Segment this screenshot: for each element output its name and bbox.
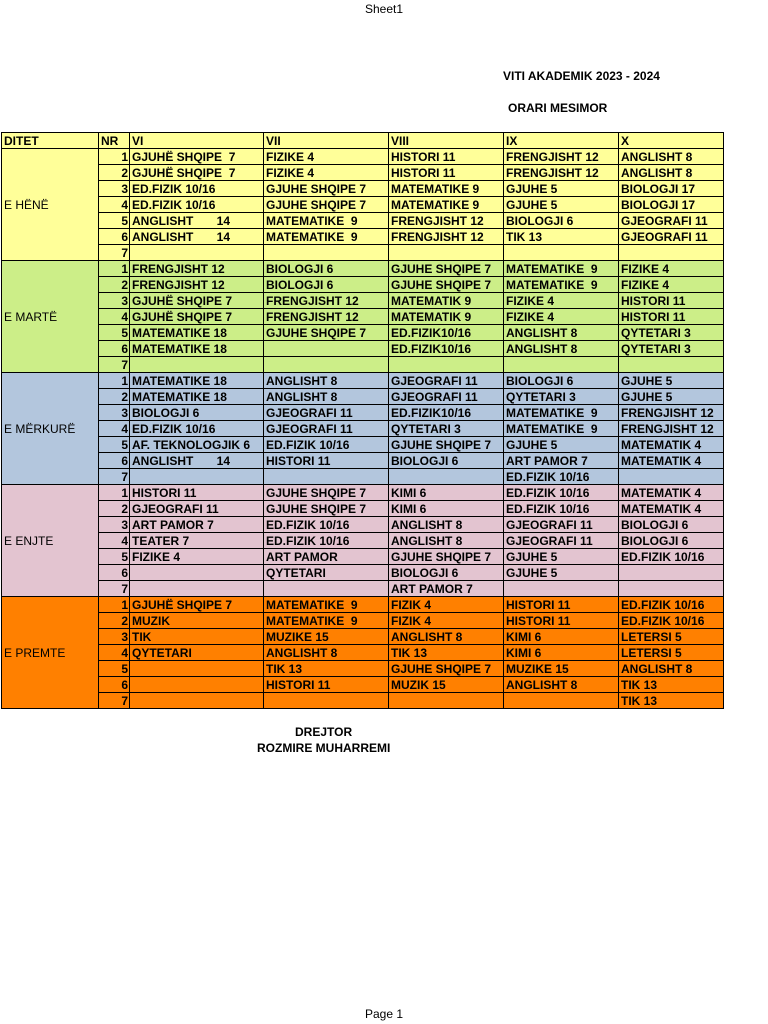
subject-cell: ED.FIZIK 10/16 [619,597,724,613]
subject-cell: MATEMATIKE 9 [504,261,619,277]
period-number: 5 [99,661,130,677]
period-number: 4 [99,309,130,325]
subject-cell: KIMI 6 [504,645,619,661]
subject-cell: TEATER 7 [130,533,264,549]
column-header: X [619,133,724,149]
period-number: 7 [99,245,130,261]
subject-cell: MATEMATIKE 9 [264,213,389,229]
subject-cell [130,677,264,693]
signature-name: ROZMIRE MUHARREMI [257,741,391,755]
period-number: 2 [99,613,130,629]
subject-cell [619,245,724,261]
subject-cell: TIK 13 [619,677,724,693]
subject-cell: MATEMATIK 4 [619,501,724,517]
period-number: 7 [99,469,130,485]
table-row [2,261,724,277]
subject-cell: MATEMATIKE 9 [389,181,504,197]
table-row [2,565,724,581]
subject-cell: HISTORI 11 [389,149,504,165]
subject-cell [264,357,389,373]
day-name: E ENJTE [2,485,99,597]
period-number: 7 [99,581,130,597]
subject-cell: GJUHE 5 [619,373,724,389]
table-row [2,501,724,517]
period-number: 4 [99,197,130,213]
subject-cell: MATEMATIK 4 [619,453,724,469]
table-row [2,533,724,549]
subject-cell: GJUHE SHQIPE 7 [264,485,389,501]
table-row [2,421,724,437]
subject-cell: GJUHË SHQIPE 7 [130,149,264,165]
period-number: 5 [99,437,130,453]
subject-cell: GJUHE SHQIPE 7 [389,277,504,293]
subject-cell: MATEMATIKE 9 [504,277,619,293]
table-row [2,213,724,229]
subject-cell: ED.FIZIK10/16 [389,341,504,357]
day-name: E MËRKURË [2,373,99,485]
subject-cell: GJUHË SHQIPE 7 [130,309,264,325]
subject-cell [264,341,389,357]
subject-cell: GJUHE 5 [619,389,724,405]
subject-cell: ANGLISHT 8 [619,165,724,181]
period-number: 5 [99,213,130,229]
period-number: 6 [99,453,130,469]
subject-cell: GJEOGRAFI 11 [264,405,389,421]
table-row [2,677,724,693]
subject-cell [130,469,264,485]
subject-cell: MATEMATIKE 9 [504,405,619,421]
subject-cell: QYTETARI [264,565,389,581]
subject-cell: BIOLOGJI 6 [264,261,389,277]
period-number: 2 [99,277,130,293]
subject-cell [504,357,619,373]
subject-cell: HISTORI 11 [504,597,619,613]
subject-cell [130,357,264,373]
table-row [2,453,724,469]
subject-cell: ED.FIZIK 10/16 [264,533,389,549]
subject-cell: ED.FIZIK 10/16 [130,197,264,213]
period-number: 4 [99,645,130,661]
period-number: 5 [99,325,130,341]
column-header: IX [504,133,619,149]
column-header: DITET [2,133,99,149]
table-row [2,549,724,565]
subject-cell: HISTORI 11 [619,293,724,309]
subject-cell: FRENGJISHT 12 [504,149,619,165]
schedule-subtitle: ORARI MESIMOR [508,101,608,115]
table-row [2,325,724,341]
subject-cell: MUZIKE 15 [264,629,389,645]
subject-cell: BIOLOGJI 6 [504,213,619,229]
subject-cell: ANGLISHT 8 [619,149,724,165]
subject-cell: GJUHE SHQIPE 7 [389,437,504,453]
subject-cell: ED.FIZIK 10/16 [504,485,619,501]
period-number: 1 [99,149,130,165]
subject-cell: QYTETARI [130,645,264,661]
subject-cell: GJEOGRAFI 11 [619,229,724,245]
subject-cell: MATEMATIK 4 [619,485,724,501]
subject-cell: GJUHE SHQIPE 7 [389,261,504,277]
period-number: 3 [99,181,130,197]
subject-cell: MATEMATIKE 9 [264,229,389,245]
table-row [2,373,724,389]
subject-cell: QYTETARI 3 [389,421,504,437]
subject-cell: BIOLOGJI 6 [619,517,724,533]
signature-role: DREJTOR [295,725,353,739]
subject-cell: ED.FIZIK 10/16 [130,421,264,437]
subject-cell: MATEMATIKE 18 [130,325,264,341]
subject-cell: KIMI 6 [389,485,504,501]
table-row [2,485,724,501]
table-row [2,309,724,325]
column-header: VII [264,133,389,149]
subject-cell: GJEOGRAFI 11 [504,533,619,549]
subject-cell: FIZIK 4 [389,613,504,629]
period-number: 1 [99,485,130,501]
subject-cell: HISTORI 11 [619,309,724,325]
period-number: 4 [99,533,130,549]
period-number: 3 [99,293,130,309]
table-row [2,229,724,245]
subject-cell: GJUHE SHQIPE 7 [264,325,389,341]
subject-cell: ANGLISHT 8 [504,325,619,341]
subject-cell [619,469,724,485]
subject-cell: ANGLISHT 14 [130,453,264,469]
subject-cell: MATEMATIKE 18 [130,389,264,405]
subject-cell: FRENGJISHT 12 [130,277,264,293]
subject-cell: BIOLOGJI 6 [389,565,504,581]
period-number: 7 [99,357,130,373]
subject-cell: GJUHE 5 [504,181,619,197]
subject-cell: ED.FIZIK 10/16 [264,437,389,453]
column-header: NR [99,133,130,149]
subject-cell: KIMI 6 [389,501,504,517]
subject-cell [504,245,619,261]
subject-cell: GJUHË SHQIPE 7 [130,165,264,181]
subject-cell: MATEMATIK 9 [389,293,504,309]
table-row [2,645,724,661]
subject-cell: QYTETARI 3 [504,389,619,405]
subject-cell: HISTORI 11 [264,677,389,693]
subject-cell: ANGLISHT 8 [264,645,389,661]
subject-cell: ART PAMOR 7 [389,581,504,597]
subject-cell: MUZIK 15 [389,677,504,693]
subject-cell: GJUHE 5 [504,565,619,581]
subject-cell [264,693,389,709]
subject-cell: GJUHE SHQIPE 7 [264,181,389,197]
subject-cell: ART PAMOR [264,549,389,565]
table-row [2,181,724,197]
subject-cell: ANGLISHT 14 [130,229,264,245]
column-header: VIII [389,133,504,149]
table-row [2,149,724,165]
table-row [2,405,724,421]
subject-cell [264,245,389,261]
header-row [2,133,724,149]
subject-cell: HISTORI 11 [504,613,619,629]
subject-cell [389,469,504,485]
subject-cell: FRENGJISHT 12 [504,165,619,181]
subject-cell [130,661,264,677]
subject-cell: ANGLISHT 8 [619,661,724,677]
subject-cell: BIOLOGJI 17 [619,197,724,213]
subject-cell: KIMI 6 [504,629,619,645]
subject-cell: QYTETARI 3 [619,325,724,341]
subject-cell [619,581,724,597]
subject-cell [130,581,264,597]
subject-cell: FRENGJISHT 12 [619,421,724,437]
day-name: E PREMTE [2,597,99,709]
subject-cell [389,357,504,373]
table-row [2,277,724,293]
period-number: 6 [99,341,130,357]
period-number: 4 [99,421,130,437]
subject-cell: BIOLOGJI 6 [389,453,504,469]
subject-cell: AF. TEKNOLOGJIK 6 [130,437,264,453]
period-number: 3 [99,405,130,421]
subject-cell: MATEMATIKE 18 [130,341,264,357]
table-row [2,293,724,309]
subject-cell: HISTORI 11 [130,485,264,501]
subject-cell: FIZIKE 4 [619,277,724,293]
table-row [2,357,724,373]
academic-year-heading: VITI AKADEMIK 2023 - 2024 [503,69,660,83]
subject-cell: MATEMATIKE 9 [264,597,389,613]
sheet-title: Sheet1 [364,2,404,16]
subject-cell: ED.FIZIK10/16 [389,405,504,421]
subject-cell: ART PAMOR 7 [504,453,619,469]
subject-cell: FRENGJISHT 12 [389,213,504,229]
subject-cell: ED.FIZIK10/16 [389,325,504,341]
subject-cell [389,245,504,261]
subject-cell: GJUHE SHQIPE 7 [264,501,389,517]
subject-cell: ANGLISHT 8 [389,517,504,533]
subject-cell: MATEMATIK 9 [389,309,504,325]
subject-cell: GJEOGRAFI 11 [389,373,504,389]
table-row [2,437,724,453]
table-row [2,389,724,405]
subject-cell: GJUHË SHQIPE 7 [130,597,264,613]
subject-cell: FIZIKE 4 [504,309,619,325]
subject-cell: FIZIKE 4 [264,165,389,181]
subject-cell [264,469,389,485]
table-row [2,469,724,485]
subject-cell [504,581,619,597]
table-row [2,245,724,261]
subject-cell: ANGLISHT 8 [264,373,389,389]
period-number: 2 [99,389,130,405]
subject-cell: FRENGJISHT 12 [264,293,389,309]
subject-cell [619,565,724,581]
subject-cell: TIK 13 [264,661,389,677]
period-number: 3 [99,517,130,533]
subject-cell: FIZIKE 4 [264,149,389,165]
subject-cell [130,565,264,581]
subject-cell: FIZIK 4 [389,597,504,613]
table-row [2,581,724,597]
subject-cell: QYTETARI 3 [619,341,724,357]
subject-cell [264,581,389,597]
subject-cell: BIOLOGJI 6 [264,277,389,293]
subject-cell: TIK 13 [619,693,724,709]
subject-cell: BIOLOGJI 17 [619,181,724,197]
subject-cell: GJUHE 5 [504,437,619,453]
page-number: Page 1 [364,1007,404,1021]
subject-cell: FRENGJISHT 12 [130,261,264,277]
period-number: 2 [99,501,130,517]
subject-cell: BIOLOGJI 6 [504,373,619,389]
table-row [2,661,724,677]
subject-cell: MATEMATIKE 9 [389,197,504,213]
subject-cell: GJEOGRAFI 11 [619,213,724,229]
subject-cell: GJUHE SHQIPE 7 [389,661,504,677]
subject-cell: TIK [130,629,264,645]
subject-cell: MUZIK [130,613,264,629]
period-number: 3 [99,629,130,645]
subject-cell: MATEMATIKE 9 [504,421,619,437]
table-row [2,517,724,533]
table-row [2,341,724,357]
subject-cell: GJUHË SHQIPE 7 [130,293,264,309]
period-number: 6 [99,229,130,245]
subject-cell: MATEMATIKE 9 [264,613,389,629]
subject-cell: FIZIKE 4 [619,261,724,277]
subject-cell [619,357,724,373]
subject-cell: ANGLISHT 8 [264,389,389,405]
day-name: E MARTË [2,261,99,373]
subject-cell: HISTORI 11 [264,453,389,469]
subject-cell: GJEOGRAFI 11 [504,517,619,533]
subject-cell: ANGLISHT 8 [504,677,619,693]
subject-cell: GJUHE 5 [504,549,619,565]
subject-cell: TIK 13 [389,645,504,661]
subject-cell: GJEOGRAFI 11 [264,421,389,437]
subject-cell: ART PAMOR 7 [130,517,264,533]
subject-cell: FRENGJISHT 12 [389,229,504,245]
subject-cell: ANGLISHT 8 [389,629,504,645]
period-number: 1 [99,373,130,389]
table-row [2,693,724,709]
column-header: VI [130,133,264,149]
subject-cell [130,245,264,261]
table-row [2,629,724,645]
subject-cell: LETERSI 5 [619,629,724,645]
subject-cell [130,693,264,709]
subject-cell [504,693,619,709]
period-number: 6 [99,565,130,581]
subject-cell: GJEOGRAFI 11 [130,501,264,517]
subject-cell: ED.FIZIK 10/16 [504,501,619,517]
subject-cell: TIK 13 [504,229,619,245]
subject-cell: MATEMATIKE 18 [130,373,264,389]
period-number: 5 [99,549,130,565]
subject-cell: ED.FIZIK 10/16 [504,469,619,485]
period-number: 6 [99,677,130,693]
subject-cell: ANGLISHT 14 [130,213,264,229]
table-row [2,597,724,613]
period-number: 2 [99,165,130,181]
subject-cell: GJUHE SHQIPE 7 [264,197,389,213]
subject-cell: BIOLOGJI 6 [619,533,724,549]
period-number: 7 [99,693,130,709]
subject-cell: FIZIKE 4 [130,549,264,565]
subject-cell: ED.FIZIK 10/16 [264,517,389,533]
table-row [2,197,724,213]
table-row [2,165,724,181]
subject-cell: HISTORI 11 [389,165,504,181]
subject-cell: MATEMATIK 4 [619,437,724,453]
subject-cell: FRENGJISHT 12 [619,405,724,421]
subject-cell: ED.FIZIK 10/16 [619,613,724,629]
subject-cell [389,693,504,709]
subject-cell: ANGLISHT 8 [504,341,619,357]
schedule-table [1,132,724,709]
subject-cell: LETERSI 5 [619,645,724,661]
subject-cell: MUZIKE 15 [504,661,619,677]
subject-cell: FRENGJISHT 12 [264,309,389,325]
period-number: 1 [99,597,130,613]
subject-cell: ED.FIZIK 10/16 [619,549,724,565]
subject-cell: FIZIKE 4 [504,293,619,309]
subject-cell: ED.FIZIK 10/16 [130,181,264,197]
subject-cell: BIOLOGJI 6 [130,405,264,421]
day-name: E HËNË [2,149,99,261]
subject-cell: GJEOGRAFI 11 [389,389,504,405]
subject-cell: GJUHE SHQIPE 7 [389,549,504,565]
table-row [2,613,724,629]
subject-cell: ANGLISHT 8 [389,533,504,549]
subject-cell: GJUHE 5 [504,197,619,213]
period-number: 1 [99,261,130,277]
